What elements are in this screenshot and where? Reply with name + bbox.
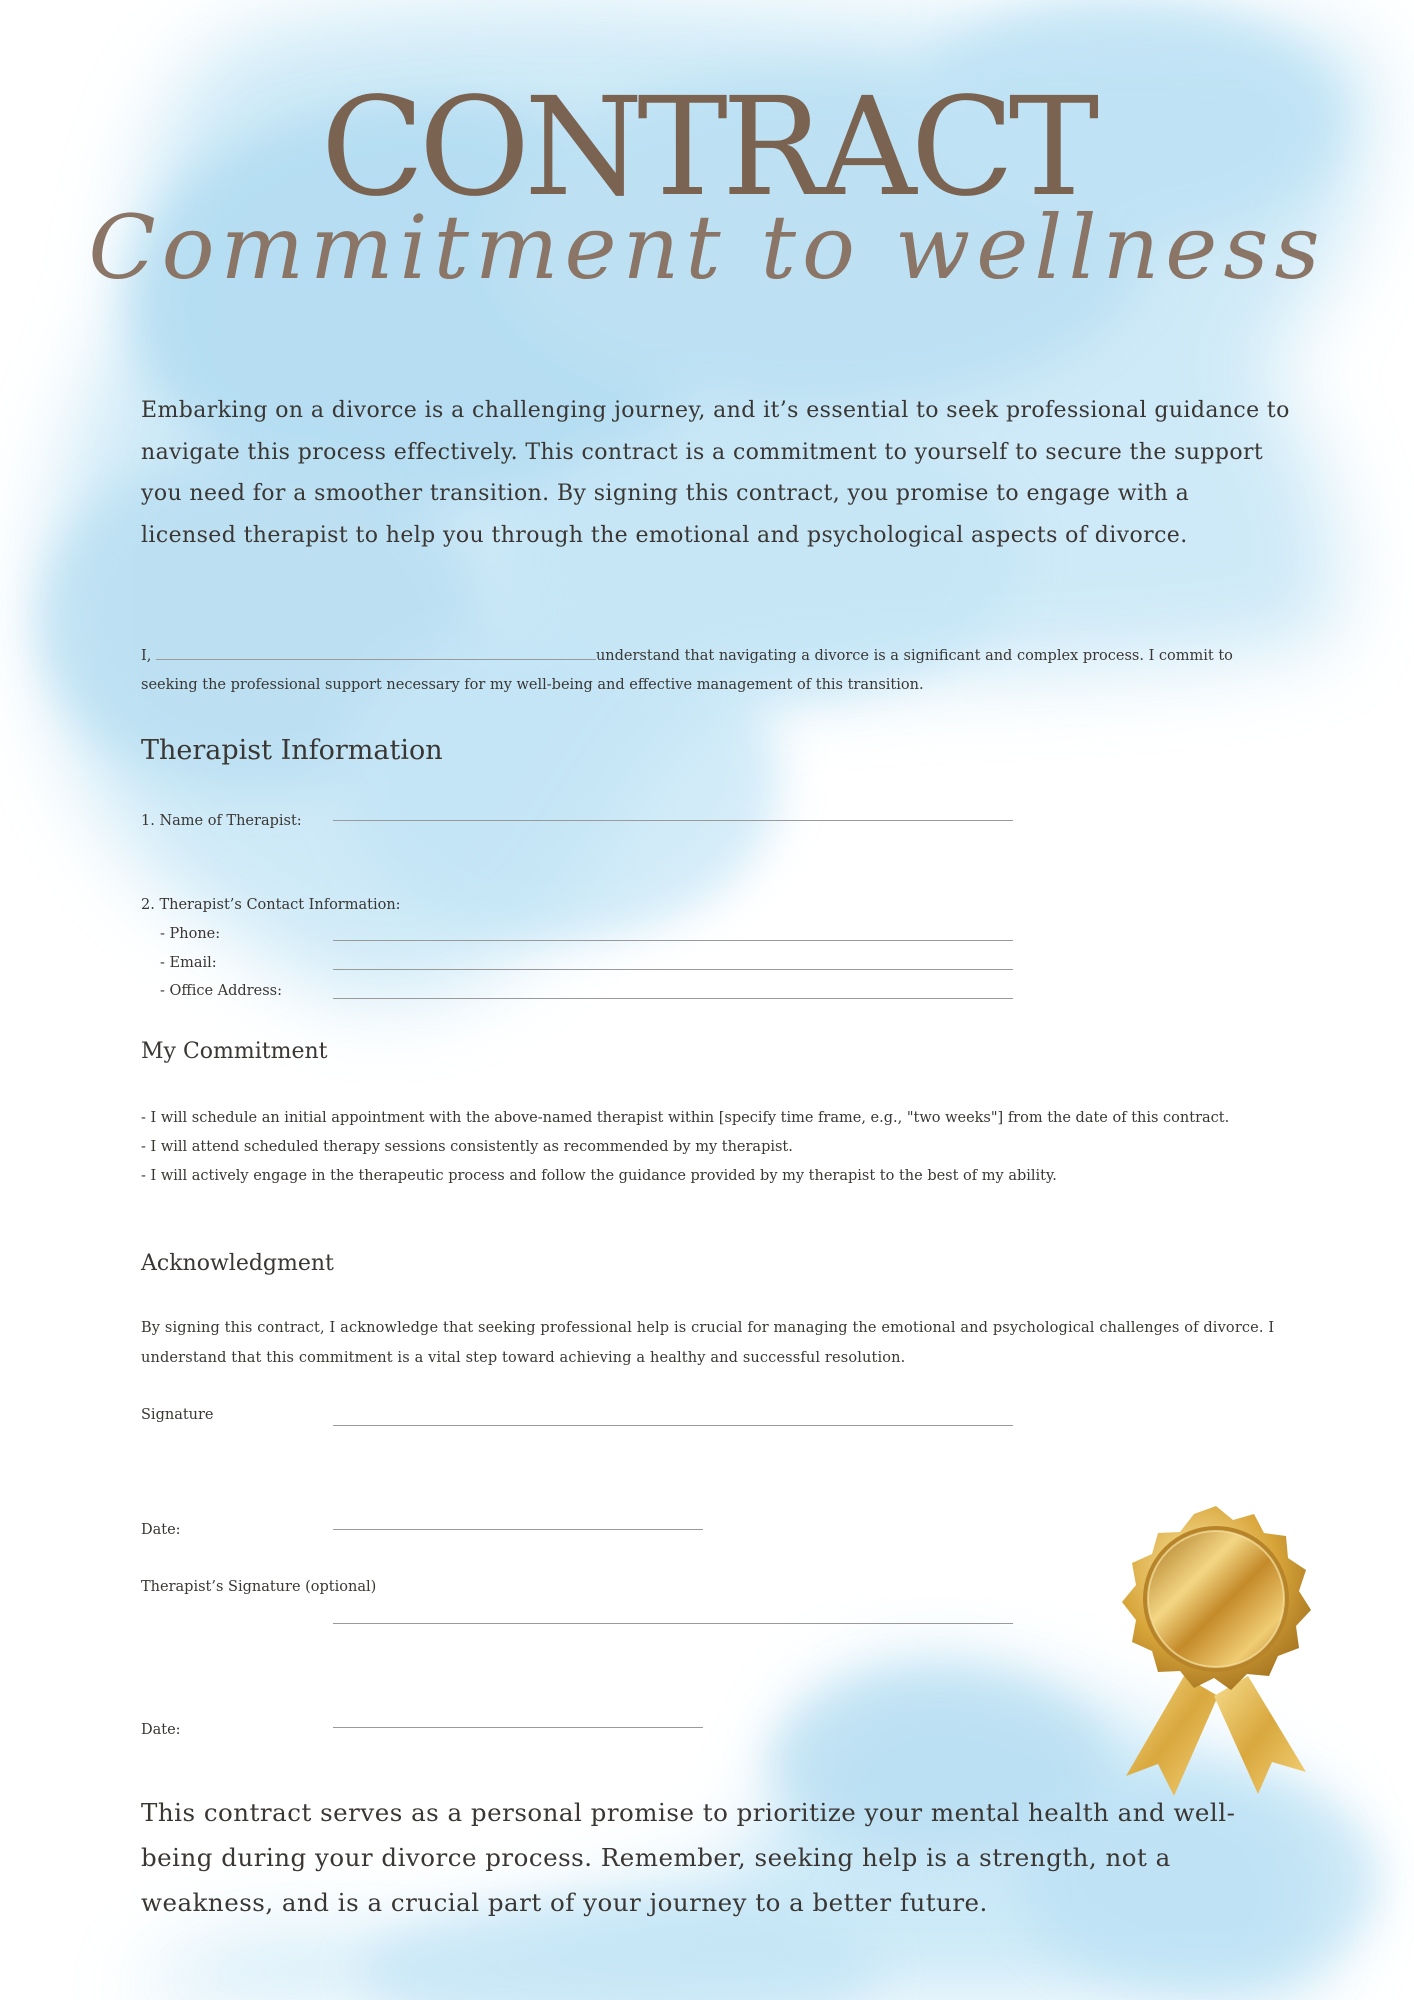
therapist-email-field[interactable] (333, 969, 1013, 970)
gold-seal-icon (1106, 1506, 1326, 1796)
contract-title: CONTRACT (320, 69, 1094, 227)
pledge-text: understand that navigating a divorce is a significant and complex process. I commit to seeking the professional support necessary for my well-being and effective management of this transition. (141, 648, 1233, 693)
signature-label: Signature (141, 1407, 214, 1423)
pledge-name-blank[interactable] (156, 645, 596, 660)
acknowledgment-text: By signing this contract, I acknowledge that seeking professional help is crucial for managing the emotional and psychological challenges of divorce. I understand that this commitment is a vital step toward achieving a healthy and successful resolution. (141, 1320, 1275, 1366)
therapist-name-label: 1. Name of Therapist: (141, 813, 302, 829)
signature-field[interactable] (333, 1425, 1013, 1426)
commitment-item: - I will actively engage in the therapeutic process and follow the guidance provided by my therapist to the best of my ability. (141, 1168, 1057, 1184)
commitment-item: - I will schedule an initial appointment with the above-named therapist within [specify time frame, e.g., "two weeks"] from the date of this contract. (141, 1110, 1230, 1126)
therapist-info-heading: Therapist Information (141, 735, 443, 766)
therapist-office-label: - Office Address: (160, 983, 282, 999)
therapist-phone-field[interactable] (333, 940, 1013, 941)
therapist-name-field[interactable] (333, 820, 1013, 821)
date-field[interactable] (333, 1529, 703, 1530)
date-label: Date: (141, 1522, 181, 1538)
pledge-prefix: I, (141, 648, 156, 664)
therapist-office-field[interactable] (333, 998, 1013, 999)
therapist-signature-field[interactable] (333, 1623, 1013, 1624)
therapist-date-field[interactable] (333, 1727, 703, 1728)
therapist-signature-label: Therapist’s Signature (optional) (141, 1579, 377, 1595)
commitment-heading: My Commitment (141, 1039, 328, 1064)
therapist-phone-label: - Phone: (160, 926, 221, 942)
therapist-email-label: - Email: (160, 955, 217, 971)
intro-paragraph: Embarking on a divorce is a challenging journey, and it’s essential to seek professional guidance to navigate this process effectively. This contract is a commitment to yourself to secure the support you need for a smoother transition. By signing this contract, you promise to engage with a licensed therapist to help you through the emotional and psychological aspects of divorce. (141, 398, 1290, 548)
pledge-statement (141, 642, 1291, 700)
contract-subtitle: Commitment to wellness (88, 196, 1326, 299)
acknowledgment-heading: Acknowledgment (141, 1251, 334, 1276)
closing-statement: This contract serves as a personal promise to prioritize your mental health and well-being during your divorce process. Remember, seeking help is a strength, not a weakness, and is a crucial part of your journey to a better future. (141, 1798, 1236, 1917)
therapist-date-label: Date: (141, 1722, 181, 1738)
commitment-item: - I will attend scheduled therapy sessions consistently as recommended by my therapist. (141, 1139, 793, 1155)
therapist-contact-label: 2. Therapist’s Contact Information: (141, 897, 401, 913)
commitment-list (141, 1104, 1291, 1191)
